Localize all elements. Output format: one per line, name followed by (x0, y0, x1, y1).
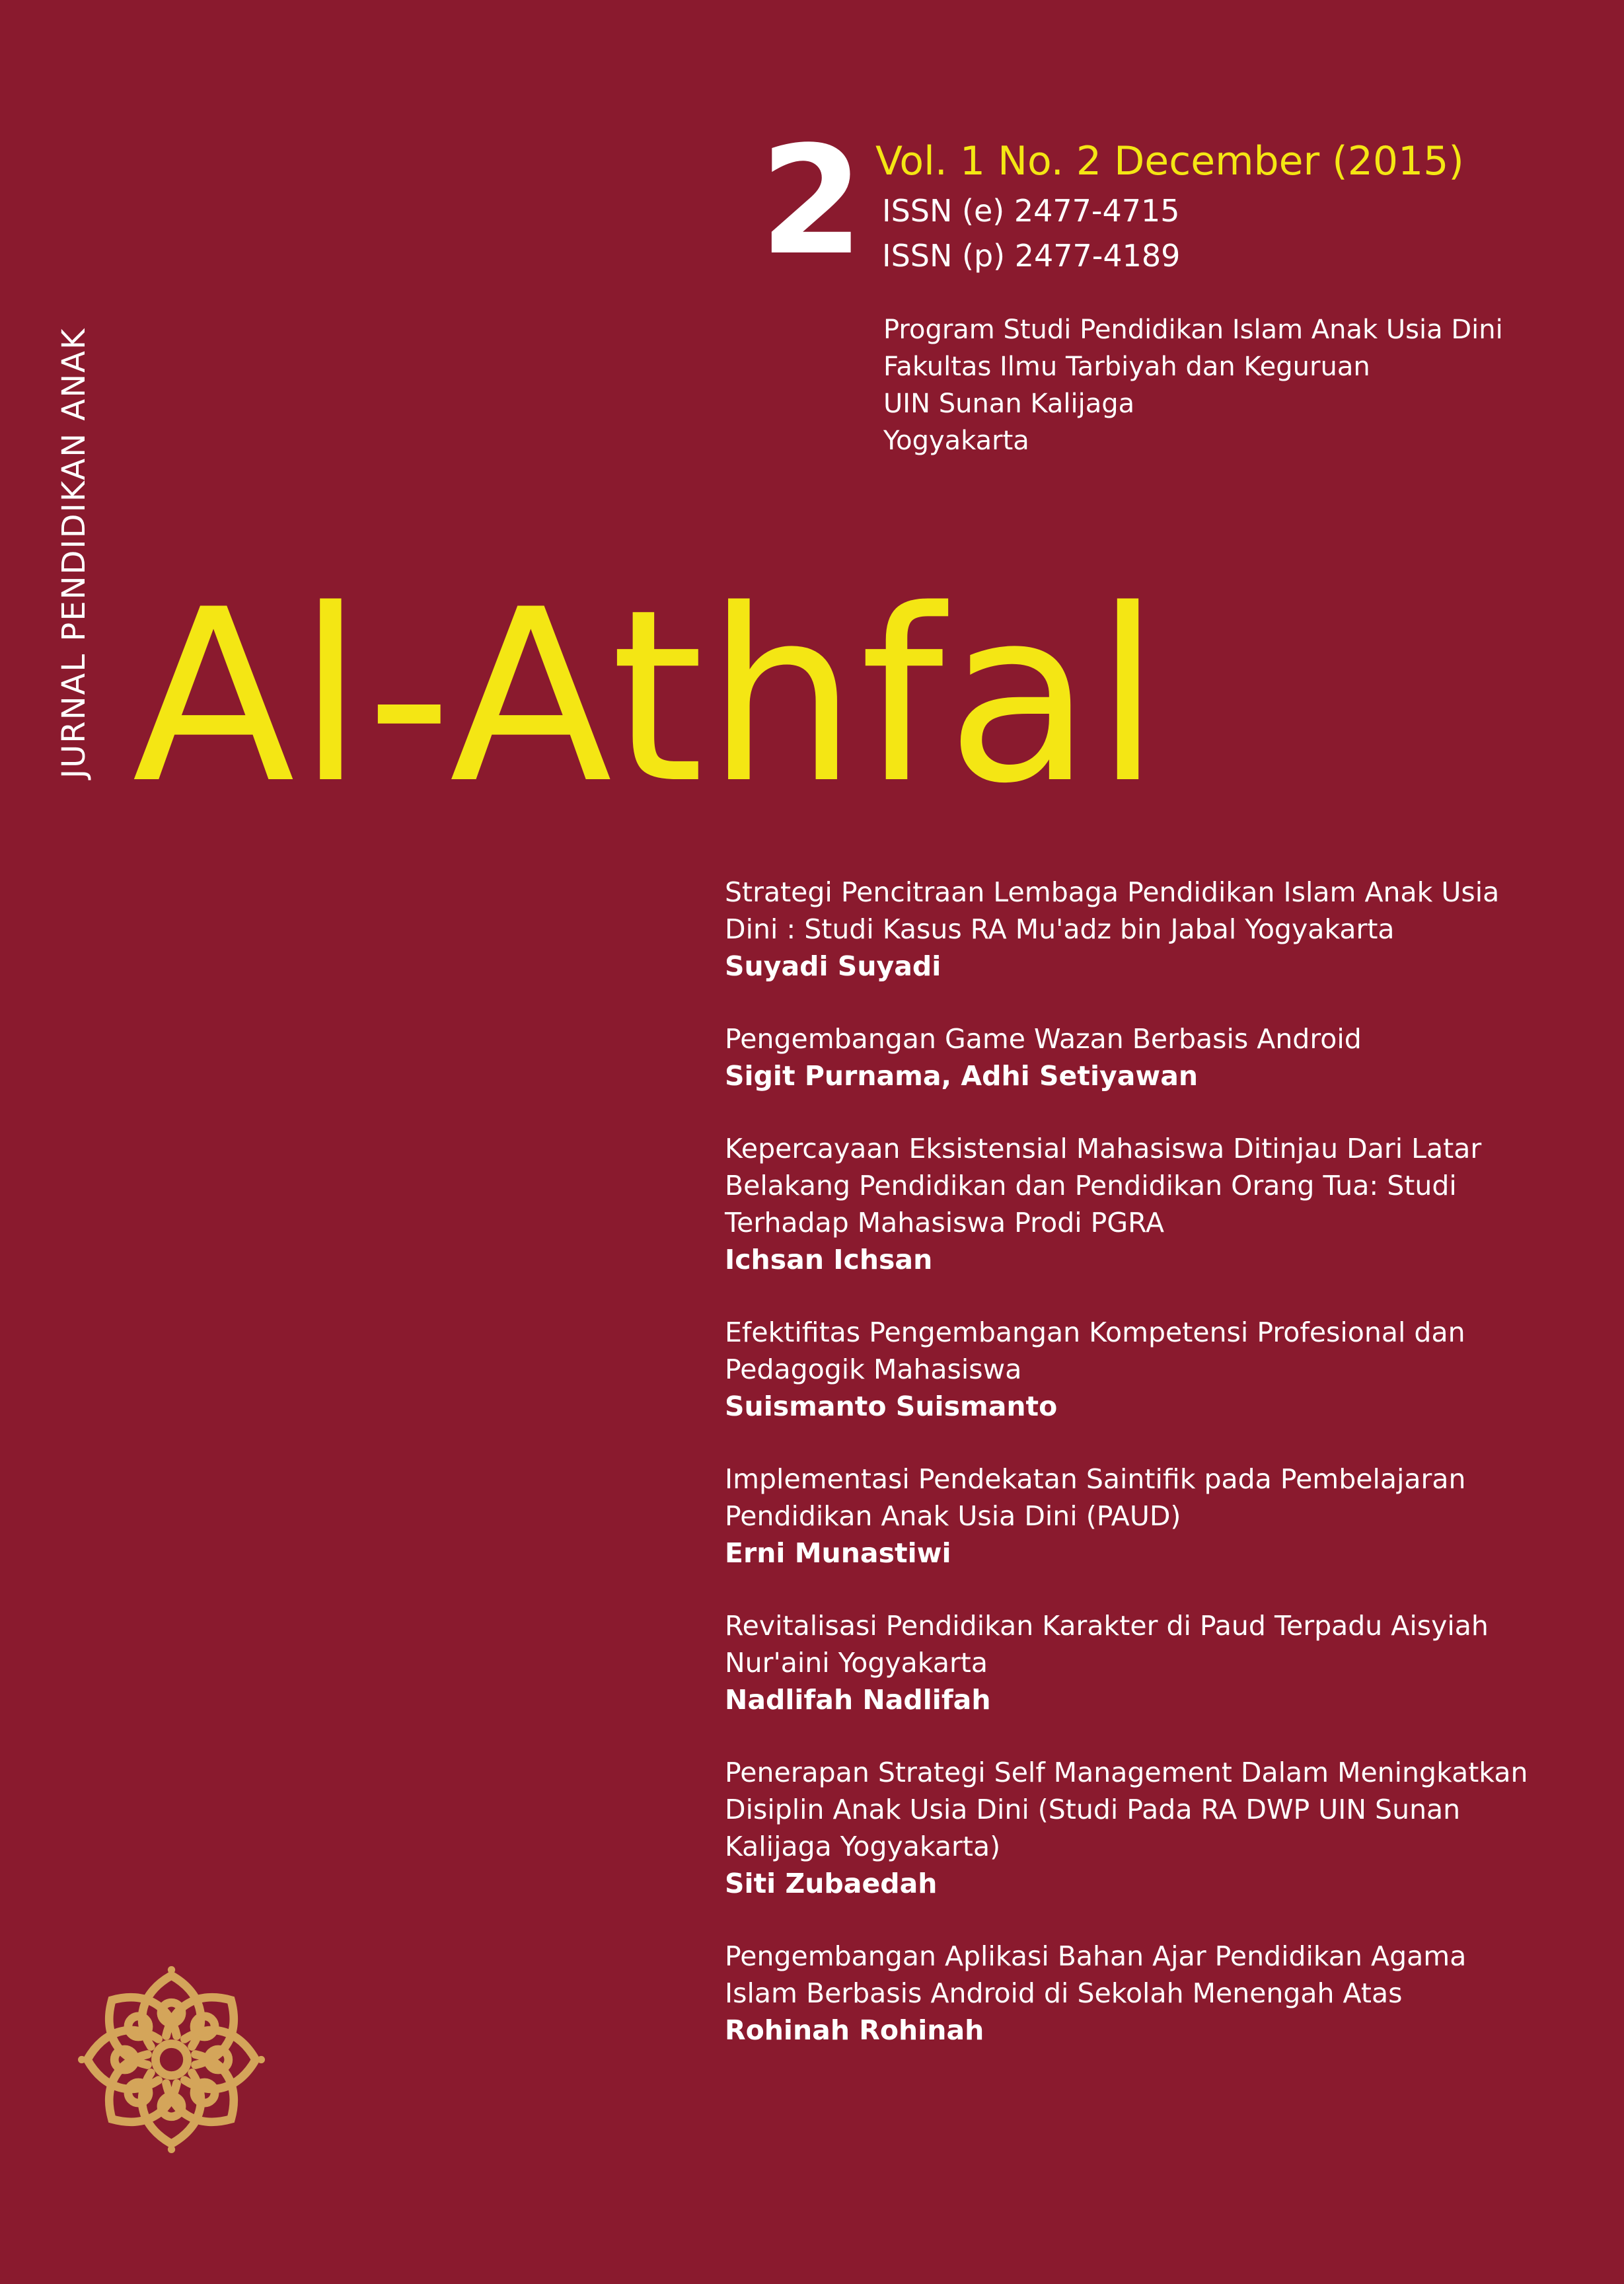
article-item (725, 874, 1584, 985)
institution-line: UIN Sunan Kalijaga (883, 389, 1135, 419)
article-author: Rohinah Rohinah (725, 2014, 984, 2046)
article-item (725, 1020, 1584, 1094)
side-title: JURNAL PENDIDIKAN ANAK (55, 327, 92, 779)
article-title: Efektifitas Pengembangan Kompetensi Profesional dan Pedagogik Mahasiswa (725, 1316, 1465, 1385)
article-item (725, 1130, 1584, 1278)
institution-block (883, 311, 1503, 459)
article-author: Suismanto Suismanto (725, 1390, 1058, 1422)
institution-line: Fakultas Ilmu Tarbiyah dan Keguruan (883, 352, 1370, 382)
article-author: Sigit Purnama, Adhi Setiyawan (725, 1060, 1199, 1092)
institution-line: Program Studi Pendidikan Islam Anak Usia Dini (883, 315, 1503, 345)
article-list (725, 874, 1584, 2084)
article-title: Kepercayaan Eksistensial Mahasiswa Ditinjau Dari Latar Belakang Pendidikan dan Pendidikan Orang Tua: Studi Terhadap Mahasiswa Prodi PGRA (725, 1133, 1482, 1238)
ornamental-rosette-icon (78, 1966, 265, 2153)
article-item (725, 1938, 1584, 2049)
article-item (725, 1314, 1584, 1425)
institution-line: Yogyakarta (883, 426, 1029, 456)
issue-number: 2 (760, 114, 864, 288)
journal-masthead: Al-Athfal (132, 558, 1163, 835)
article-title: Pengembangan Game Wazan Berbasis Android (725, 1023, 1362, 1055)
article-title: Revitalisasi Pendidikan Karakter di Paud Terpadu Aisyiah Nur'aini Yogyakarta (725, 1610, 1489, 1679)
article-title: Penerapan Strategi Self Management Dalam Meningkatkan Disiplin Anak Usia Dini (Studi Pada RA DWP UIN Sunan Kalijaga Yogyakarta) (725, 1757, 1528, 1862)
article-item (725, 1754, 1584, 1902)
article-title: Strategi Pencitraan Lembaga Pendidikan Islam Anak Usia Dini : Studi Kasus RA Mu'adz bin Jabal Yogyakarta (725, 876, 1500, 945)
article-item (725, 1607, 1584, 1718)
article-author: Suyadi Suyadi (725, 950, 941, 982)
issn-print: ISSN (p) 2477-4189 (882, 238, 1181, 274)
article-author: Nadlifah Nadlifah (725, 1684, 991, 1716)
issn-electronic: ISSN (e) 2477-4715 (882, 193, 1180, 229)
article-author: Siti Zubaedah (725, 1868, 938, 1899)
article-item (725, 1461, 1584, 1572)
article-author: Erni Munastiwi (725, 1537, 951, 1569)
article-title: Implementasi Pendekatan Saintifik pada Pembelajaran Pendidikan Anak Usia Dini (PAUD) (725, 1463, 1466, 1532)
article-title: Pengembangan Aplikasi Bahan Ajar Pendidikan Agama Islam Berbasis Android di Sekolah Menengah Atas (725, 1940, 1467, 2009)
article-author: Ichsan Ichsan (725, 1244, 933, 1275)
volume-line: Vol. 1 No. 2 December (2015) (875, 138, 1464, 184)
